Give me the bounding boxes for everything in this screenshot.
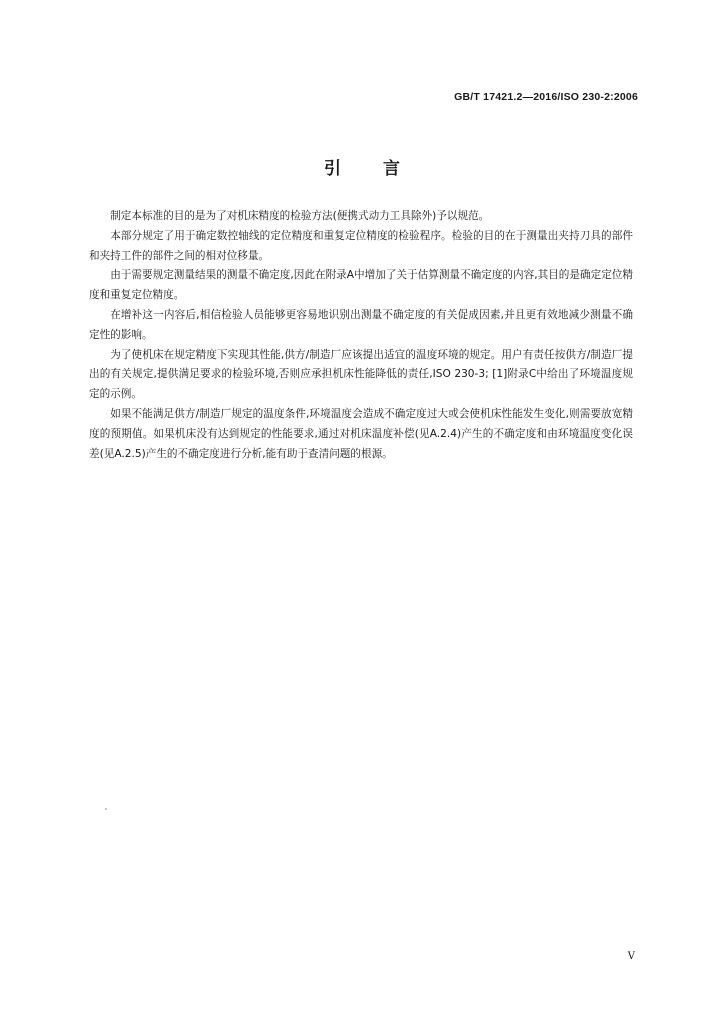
- paragraph-scope: 本部分规定了用于确定数控轴线的定位精度和重复定位精度的检验程序。检验的目的在于测量出夹持刀具的部件和夹持工件的部件之间的相对位移量。: [89, 229, 633, 262]
- introduction-body: [89, 207, 633, 464]
- standard-number-header: GB/T 17421.2—2016/ISO 230-2:2006: [454, 91, 638, 103]
- paragraph-contributors: 在增补这一内容后,相信检验人员能够更容易地识别出测量不确定度的有关促成因素,并且更有效地减少测量不确定性的影响。: [89, 308, 633, 341]
- paragraph-temperature-conditions: 如果不能满足供方/制造厂规定的温度条件,环境温度会造成不确定度过大或会使机床性能发生变化,则需要放宽精度的预期值。如果机床没有达到规定的性能要求,通过对机床温度补偿(见A.2.4)产生的不确定度和由环境温度变化误差(见A.2.5)产生的不确定度进行分析,能有助于查清问题的根源。: [89, 407, 633, 460]
- page-number: V: [627, 951, 635, 962]
- scan-speck: [105, 808, 107, 810]
- page-title: 引言: [324, 159, 442, 179]
- paragraph-temperature-environment: 为了使机床在规定精度下实现其性能,供方/制造厂应该提出适宜的温度环境的规定。用户有责任按供方/制造厂提出的有关规定,提供满足要求的检验环境,否则应承担机床性能降低的责任,ISO 230-3; [1]附录C中给出了环境温度规定的示例。: [89, 348, 633, 401]
- paragraph-uncertainty: 由于需要规定测量结果的测量不确定度,因此在附录A中增加了关于估算测量不确定度的内容,其目的是确定定位精度和重复定位精度。: [89, 269, 633, 302]
- paragraph-purpose: 制定本标准的目的是为了对机床精度的检验方法(便携式动力工具除外)予以规范。: [110, 210, 490, 222]
